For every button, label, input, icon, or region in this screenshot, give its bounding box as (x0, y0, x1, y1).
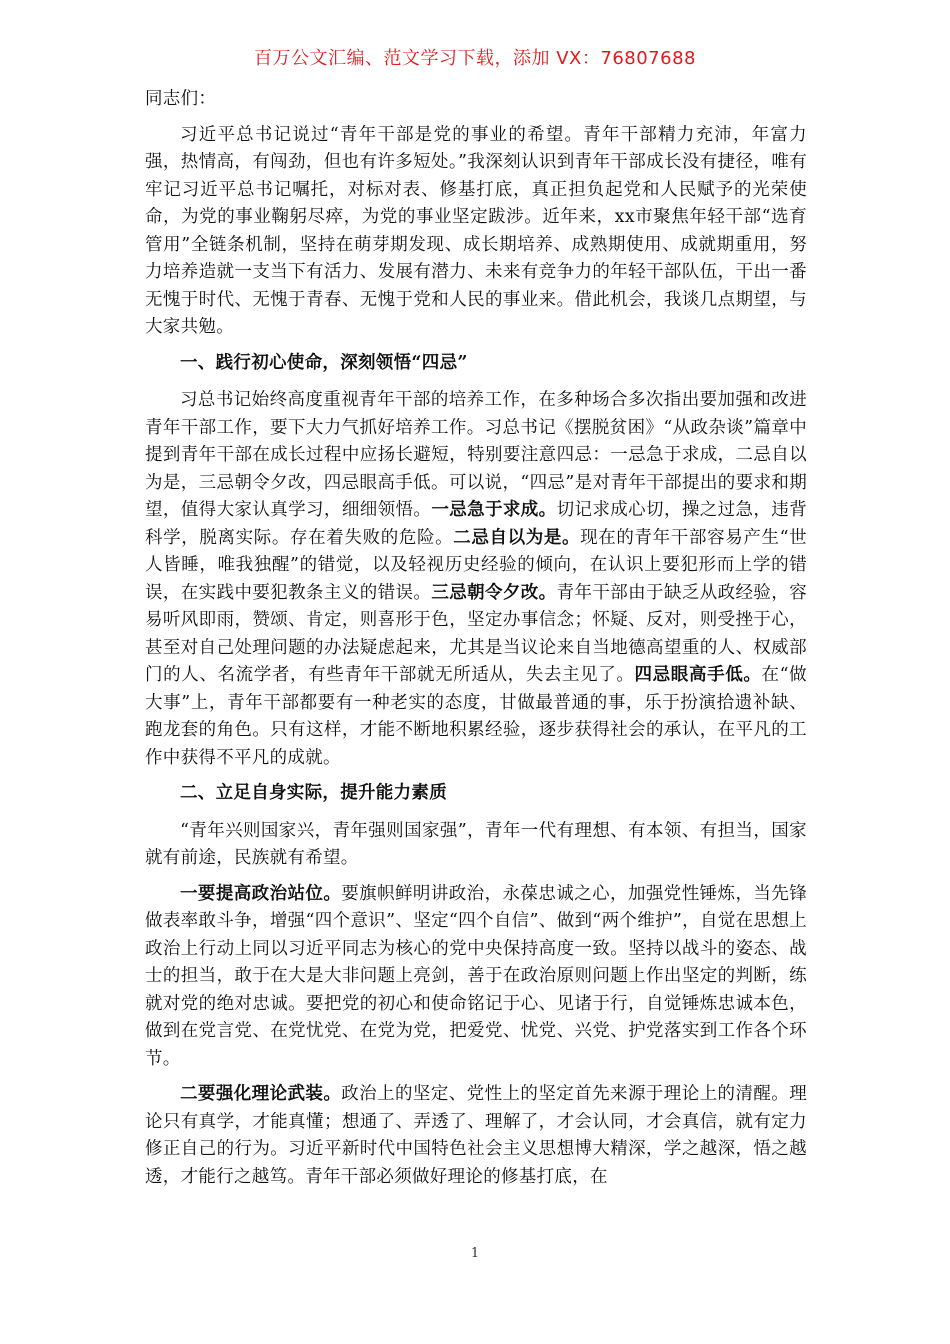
section-1-paragraph (145, 387, 807, 772)
point-1-label: 一要提高政治站位。 (180, 883, 342, 904)
intro-paragraph: 习近平总书记说过“青年干部是党的事业的希望。青年干部精力充沛，年富力强，热情高，有闯劲，但也有许多短处。”我深刻认识到青年干部成长没有捷径，唯有牢记习近平总书记嘱托，对标对表、修基打底，真正担负起党和人民赋予的光荣使命，为党的事业鞠躬尽瘁，为党的事业坚定跋涉。近年来，xx市聚焦年轻干部“选育管用”全链条机制，坚持在萌芽期发现、成长期培养、成熟期使用、成就期重用，努力培养造就一支当下有活力、发展有潜力、未来有竞争力的年轻干部队伍，干出一番无愧于时代、无愧于青春、无愧于党和人民的事业来。借此机会，我谈几点期望，与大家共勉。 (145, 124, 807, 337)
point-2-text: 政治上的坚定、党性上的坚定首先来源于理论上的清醒。理论只有真学，才能真懂；想通了、弄透了、理解了，才会认同，才会真信，就有定力修正自己的行为。习近平新时代中国特色社会主义思想博大精深，学之越深，悟之越透，才能行之越笃。青年干部必须做好理论的修基打底，在 (145, 1084, 807, 1187)
taboo-2-label: 二忌自以为是。 (453, 527, 581, 548)
section-2-point-2 (145, 1081, 807, 1191)
taboo-1-text: 切记求成心切，操之过急，违背科学，脱离实际。存在着失败的危险。 (145, 500, 807, 548)
taboo-4-label: 四忌眼高手低。 (634, 665, 762, 685)
section-2-intro-paragraph: “青年兴则国家兴，青年强则国家强”，青年一代有理想、有本领、有担当，国家就有前途，民族就有希望。 (145, 820, 807, 868)
taboo-3-text: 青年干部由于缺乏从政经验，容易听风即雨，赞颂、肯定，则喜形于色，坚定办事信念；怀疑、反对，则受挫于心，甚至对自己处理问题的办法疑虑起来，尤其是当议论来自当地德高望重的人、权威部门的人、名流学者，有些青年干部就无所适从，失去主见了。 (145, 582, 807, 685)
section-1-intro-text: 习总书记始终高度重视青年干部的培养工作，在多种场合多次指出要加强和改进青年干部工作，要下大力气抓好培养工作。习总书记《摆脱贫困》“从政杂谈”篇章中提到青年干部在成长过程中应扬长避短，特别要注意四忌：一忌急于求成，二忌自以为是，三忌朝令夕改，四忌眼高手低。可以说，“四忌”是对青年干部提出的要求和期望，值得大家认真学习，细细领悟。 (145, 390, 807, 520)
greeting: 同志们： (145, 89, 217, 109)
point-1-text: 要旗帜鲜明讲政治，永葆忠诚之心，加强党性锤炼，当先锋做表率敢斗争，增强“四个意识”、坚定“四个自信”、做到“两个维护”，自觉在思想上政治上行动上同以习近平同志为核心的党中央保持高度一致。坚持以战斗的姿态、战士的担当，敢于在大是大非问题上亮剑，善于在政治原则问题上作出坚定的判断，练就对党的绝对忠诚。要把党的初心和使命铭记于心、见诸于行，自觉锤炼忠诚本色，做到在党言党、在党忧党、在党为党，把爱党、忧党、兴党、护党落实到工作各个环节。 (145, 883, 807, 1069)
taboo-4-text: 在“做大事”上，青年干部都要有一种老实的态度，甘做最普通的事，乐于扮演拾遗补缺、跑龙套的角色。只有这样，才能不断地积累经验，逐步获得社会的承认，在平凡的工作中获得不平凡的成就。 (145, 665, 807, 768)
section-1-heading: 一、践行初心使命，深刻领悟“四忌” (180, 352, 468, 373)
document-body (145, 86, 807, 1199)
page-number: 1 (470, 1246, 480, 1261)
watermark-banner: 百万公文汇编、范文学习下载，添加 VX：76807688 (254, 48, 696, 69)
taboo-3-label: 三忌朝令夕改。 (431, 582, 557, 603)
point-2-label: 二要强化理论武装。 (180, 1084, 342, 1104)
section-2-point-1 (145, 881, 807, 1074)
taboo-2-text: 现在的青年干部容易产生“世人皆睡，唯我独醒”的错觉，以及轻视历史经验的倾向，在认识上要犯形而上学的错误，在实践中要犯教条主义的错误。 (145, 527, 807, 603)
taboo-1-label: 一忌急于求成。 (431, 500, 557, 520)
section-2-heading: 二、立足自身实际，提升能力素质 (180, 783, 447, 803)
